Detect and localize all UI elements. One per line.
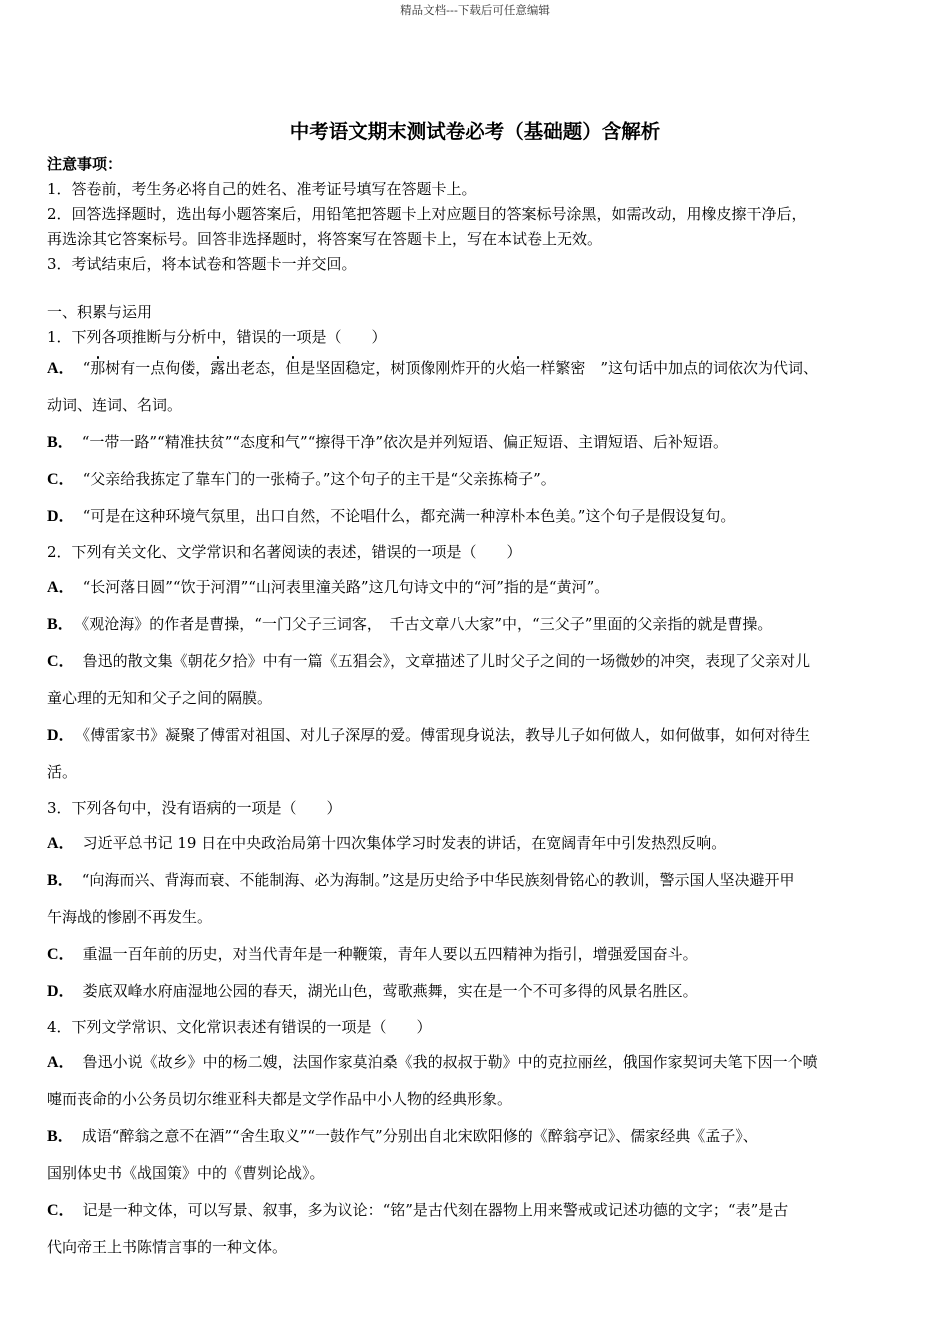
option-a — [47, 825, 903, 862]
option-continuation: 动词、连词、名词。 — [47, 396, 183, 414]
option-c — [47, 1192, 903, 1229]
option-label: B． — [47, 616, 74, 633]
option-text: “父亲给我拣定了靠车门的一张椅子。”这个句子的主干是“父亲拣椅子”。 — [82, 470, 556, 488]
option-b — [47, 862, 903, 899]
notice-item: 2．回答选择题时，选出每小题答案后，用铅笔把答题卡上对应题目的答案标号涂黑，如需改动，用橡皮擦干净后， — [47, 205, 807, 223]
option-continuation: 童心理的无知和父子之间的隔膜。 — [47, 689, 273, 707]
option-label: B． — [47, 872, 74, 889]
notice-item: 1．答卷前，考生务必将自己的姓名、准考证号填写在答题卡上。 — [47, 180, 477, 198]
option-text: 鲁迅小说《故乡》中的杨二嫂，法国作家莫泊桑《我的叔叔于勒》中的克拉丽丝，俄国作家契诃夫笔下因一个喷 — [82, 1053, 818, 1071]
option-c — [47, 643, 903, 680]
option-b — [47, 1118, 903, 1155]
option-text: 《傅雷家书》凝聚了傅雷对祖国、对儿子深厚的爱。傅雷现身说法，教导儿子如何做人，如何做事，如何对待生 — [82, 726, 811, 744]
option-continuation: 国别体史书《战国策》中的《曹刿论战》。 — [47, 1164, 325, 1182]
option-text: 是坚固稳定，树顶像刚炸开的火 — [300, 359, 511, 377]
option-a — [47, 569, 903, 606]
option-text: 出老态， — [225, 359, 286, 377]
question-stem: 1．下列各项推断与分析中，错误的一项是（ ） — [47, 328, 387, 346]
option-d — [47, 973, 903, 1010]
option-label: C． — [47, 653, 75, 670]
option-c — [47, 936, 903, 973]
option-label: B． — [47, 434, 74, 451]
option-text: 鲁迅的散文集《朝花夕拾》中有一篇《五猖会》，文章描述了儿时父子之间的一场微妙的冲突，表现了父亲对儿 — [82, 652, 811, 670]
option-text: 记是一种文体，可以写景、叙事，多为议论：“铭”是古代刻在器物上用来警戒或记述功德的文字；“表”是古 — [82, 1201, 789, 1219]
option-label: D． — [47, 508, 75, 525]
option-label: B． — [47, 1128, 74, 1145]
option-text: 习近平总书记 19 日在中央政治局第十四次集体学习时发表的讲话，在宽阔青年中引发热烈反响。 — [82, 834, 727, 852]
option-a — [47, 1044, 903, 1081]
option-label: C． — [47, 471, 75, 488]
question-stem: 4．下列文学常识、文化常识表述有错误的一项是（ ） — [47, 1018, 432, 1036]
notice-heading: 注意事项： — [47, 155, 123, 173]
option-continuation: 活。 — [47, 763, 78, 781]
option-b — [47, 606, 903, 643]
option-label: A． — [47, 835, 75, 852]
option-label: A． — [47, 579, 75, 596]
option-continuation: 嚏而丧命的小公务员切尔维亚科夫都是文学作品中小人物的经典形象。 — [47, 1090, 513, 1108]
question-stem: 3．下列各句中，没有语病的一项是（ ） — [47, 799, 342, 817]
option-continuation: 午海战的惨剧不再发生。 — [47, 908, 213, 926]
option-text: 成语“醉翁之意不在酒”“舍生取义”“一鼓作气”分别出自北宋欧阳修的《醉翁亭记》、儒家经典《孟子》、 — [81, 1127, 758, 1145]
option-text: “长河落日圆”“饮于河渭”“山河表里潼关路”这几句诗文中的“河”指的是“黄河”。 — [82, 578, 610, 596]
option-text: 一样繁密 ”这句话中加点的词依次为代词、 — [525, 359, 819, 377]
dotted-char: 但 — [285, 359, 301, 377]
option-text: “可是在这种环境气氛里，出口自然，不论唱什么，都充满一种淳朴本色美。”这个句子是假设复句。 — [82, 507, 736, 525]
option-label: C． — [47, 946, 75, 963]
option-text: 《观沧海》的作者是曹操，“一门父子三词客， 千古文章八大家”中，“三父子”里面的父亲指的就是曹操。 — [81, 615, 773, 633]
option-text: “向海而兴、背海而衰、不能制海、必为海制。”这是历史给予中华民族刻骨铭心的教训，警示国人坚决避开甲 — [81, 871, 795, 889]
option-d — [47, 498, 903, 535]
dotted-char: 露 — [210, 359, 226, 377]
option-text: 树有一点佝偻， — [105, 359, 211, 377]
option-continuation: 代向帝王上书陈情言事的一种文体。 — [47, 1238, 288, 1256]
option-c — [47, 461, 903, 498]
option-d — [47, 717, 903, 754]
option-label: A． — [47, 360, 75, 377]
option-label: A． — [47, 1054, 75, 1071]
exam-body — [47, 152, 903, 1266]
dotted-char: 焰 — [510, 359, 526, 377]
option-text: 重温一百年前的历史，对当代青年是一种鞭策，青年人要以五四精神为指引，增强爱国奋斗。 — [82, 945, 698, 963]
option-label: D． — [47, 983, 75, 1000]
option-b — [47, 424, 903, 461]
question-stem: 2．下列有关文化、文学常识和名著阅读的表述，错误的一项是（ ） — [47, 543, 522, 561]
section-heading: 一、积累与运用 — [47, 303, 153, 321]
dotted-char: 那 — [90, 359, 106, 377]
page-title: 中考语文期末测试卷必考（基础题）含解析 — [289, 120, 661, 143]
option-label: C． — [47, 1202, 75, 1219]
header-note: 精品文档---下载后可任意编辑 — [400, 3, 550, 17]
option-label: D． — [47, 727, 75, 744]
notice-item: 3．考试结束后，将本试卷和答题卡一并交回。 — [47, 255, 357, 273]
option-text: “ — [82, 359, 91, 377]
option-text: 娄底双峰水府庙湿地公园的春天，湖光山色，莺歌燕舞，实在是一个不可多得的风景名胜区。 — [82, 982, 698, 1000]
option-text: “一带一路”“精准扶贫”“态度和气”“擦得干净”依次是并列短语、偏正短语、主谓短语、后补短语。 — [81, 433, 729, 451]
option-a — [47, 350, 903, 387]
notice-item: 再选涂其它答案标号。回答非选择题时，将答案写在答题卡上，写在本试卷上无效。 — [47, 230, 603, 248]
